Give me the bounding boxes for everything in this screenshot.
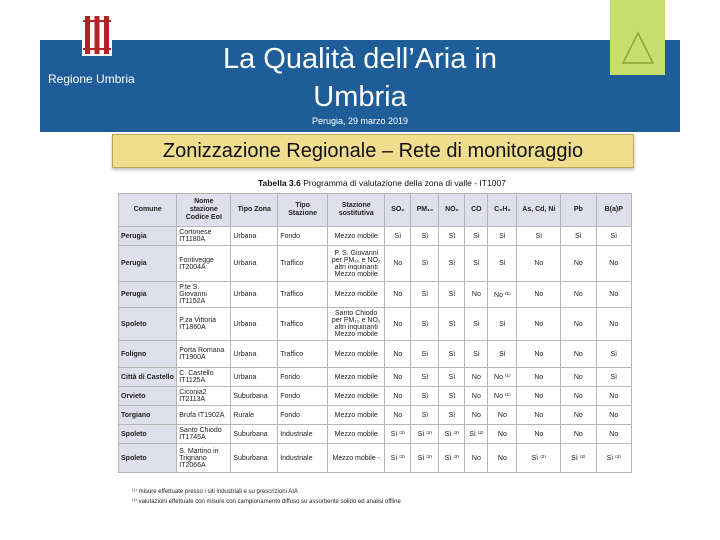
table-cell: Sì bbox=[411, 227, 439, 246]
table-cell: No bbox=[385, 308, 411, 341]
table-cell: No ⁽¹⁾ bbox=[488, 387, 517, 406]
table-row bbox=[119, 406, 632, 425]
table-cell: Sì bbox=[411, 246, 439, 282]
column-header: Nome stazione Codice EoI bbox=[177, 194, 231, 227]
table-row bbox=[119, 387, 632, 406]
table-cell: Urbana bbox=[231, 368, 278, 387]
table-cell: Sì bbox=[488, 308, 517, 341]
table-cell: Torgiano bbox=[119, 406, 177, 425]
table-cell: P. S. Giovanni per PM₁₀ e NO₂ altri inquinanti Mezzo mobile bbox=[328, 246, 385, 282]
table-cell: Sì ⁽²⁾ bbox=[439, 444, 465, 473]
table-cell: Sì bbox=[439, 282, 465, 308]
table-cell: Sì bbox=[488, 227, 517, 246]
section-subtitle: Zonizzazione Regionale – Rete di monitoraggio bbox=[112, 134, 634, 168]
table-cell: Sì bbox=[561, 227, 596, 246]
table-cell: No bbox=[596, 425, 631, 444]
table-cell: Mezzo mobile bbox=[328, 425, 385, 444]
table-cell: Traffico bbox=[278, 282, 328, 308]
table-row bbox=[119, 341, 632, 368]
table-cell: Sì ⁽²⁾ bbox=[465, 425, 488, 444]
table-cell: Mezzo mobile bbox=[328, 387, 385, 406]
table-cell: Santo Chiodo per PM₁₀ e NO₂ altri inquinanti Mezzo mobile bbox=[328, 308, 385, 341]
table-cell: No bbox=[596, 282, 631, 308]
table-cell: Spoleto bbox=[119, 308, 177, 341]
table-cell: No bbox=[465, 444, 488, 473]
table-cell: Suburbana bbox=[231, 444, 278, 473]
table-cell: No bbox=[596, 246, 631, 282]
slide-title: La Qualità dell’Aria in Umbria bbox=[222, 43, 498, 113]
table-cell: Sì bbox=[411, 368, 439, 387]
table-cell: Foligno bbox=[119, 341, 177, 368]
table-cell: Sì bbox=[411, 308, 439, 341]
table-cell: No bbox=[385, 246, 411, 282]
table-cell: Urbana bbox=[231, 341, 278, 368]
column-header: CO bbox=[465, 194, 488, 227]
table-cell: Urbana bbox=[231, 227, 278, 246]
column-header: SO₂ bbox=[385, 194, 411, 227]
table-cell: Suburbana bbox=[231, 387, 278, 406]
table-cell: Sì bbox=[596, 368, 631, 387]
table-cell: Sì bbox=[517, 227, 561, 246]
table-cell: Sì bbox=[488, 246, 517, 282]
table-cell: Sì bbox=[465, 341, 488, 368]
table-caption-number: Tabella 3.6 bbox=[258, 178, 301, 188]
table-cell: Perugia bbox=[119, 282, 177, 308]
table-cell: Sì bbox=[439, 227, 465, 246]
table-cell: No bbox=[517, 246, 561, 282]
table-cell: Sì bbox=[411, 282, 439, 308]
table-row bbox=[119, 246, 632, 282]
table-cell: Mezzo mobile bbox=[328, 368, 385, 387]
table-cell: No bbox=[465, 282, 488, 308]
table-cell: Industriale bbox=[278, 444, 328, 473]
footnote-1: ⁽¹⁾ misure effettuate presso i siti industriali e su prescrizioni AIA bbox=[132, 489, 298, 495]
table-cell: Spoleto bbox=[119, 444, 177, 473]
table-cell: No bbox=[561, 246, 596, 282]
table-cell: Sì bbox=[596, 227, 631, 246]
table-cell: P.te S. Giovanni IT1152A bbox=[177, 282, 231, 308]
table-cell: No bbox=[561, 387, 596, 406]
table-row bbox=[119, 308, 632, 341]
table-cell: Sì ⁽²⁾ bbox=[596, 444, 631, 473]
table-cell: Sì bbox=[465, 246, 488, 282]
table-cell: Mezzo mobile - bbox=[328, 444, 385, 473]
table-caption-text: Programma di valutazione della zona di valle - IT1007 bbox=[300, 178, 506, 188]
table-cell: Sì bbox=[439, 406, 465, 425]
table-row bbox=[119, 444, 632, 473]
table-cell: Sì bbox=[411, 406, 439, 425]
table-cell: No bbox=[561, 406, 596, 425]
table-cell: No bbox=[385, 341, 411, 368]
table-cell: P.za Vittoria IT1860A bbox=[177, 308, 231, 341]
table-cell: Mezzo mobile bbox=[328, 282, 385, 308]
table-cell: Fontivegge IT2004A bbox=[177, 246, 231, 282]
table-cell: Traffico bbox=[278, 341, 328, 368]
table-cell: Urbana bbox=[231, 246, 278, 282]
table-cell: No bbox=[517, 368, 561, 387]
table-cell: No ⁽¹⁾ bbox=[488, 282, 517, 308]
table-cell: No bbox=[561, 368, 596, 387]
table-caption bbox=[258, 178, 506, 188]
table-cell: Cortonese IT1180A bbox=[177, 227, 231, 246]
table-row bbox=[119, 425, 632, 444]
table-row bbox=[119, 227, 632, 246]
region-label: Regione Umbria bbox=[48, 72, 135, 86]
table-header-row bbox=[119, 194, 632, 227]
column-header: PM₁₀ bbox=[411, 194, 439, 227]
table-cell: Sì bbox=[439, 368, 465, 387]
table-cell: No bbox=[561, 341, 596, 368]
column-header: Stazione sostitutiva bbox=[328, 194, 385, 227]
table-cell: Sì ⁽²⁾ bbox=[517, 444, 561, 473]
table-cell: Rurale bbox=[231, 406, 278, 425]
table-cell: No bbox=[385, 387, 411, 406]
table-cell: Sì bbox=[411, 341, 439, 368]
table-cell: No bbox=[488, 425, 517, 444]
table-cell: No bbox=[385, 282, 411, 308]
table-cell: Sì ⁽²⁾ bbox=[439, 425, 465, 444]
table-cell: Mezzo mobile bbox=[328, 406, 385, 425]
table-cell: No bbox=[465, 368, 488, 387]
table-cell: No bbox=[517, 282, 561, 308]
column-header: B(a)P bbox=[596, 194, 631, 227]
table-cell: No bbox=[596, 387, 631, 406]
table-cell: No bbox=[488, 444, 517, 473]
table-cell: Sì bbox=[439, 387, 465, 406]
table-cell: No bbox=[385, 368, 411, 387]
table-cell: No bbox=[561, 282, 596, 308]
table-cell: No bbox=[517, 387, 561, 406]
footnote-2: ⁽²⁾ valutazioni effettuate con misure con campionamento diffuso su assorbente solido ed analisi offline bbox=[132, 499, 401, 505]
table-cell: No bbox=[561, 308, 596, 341]
table-cell: Sì bbox=[596, 341, 631, 368]
table-cell: Ciconia2 IT2113A bbox=[177, 387, 231, 406]
table-cell: Fondo bbox=[278, 368, 328, 387]
table-cell: S. Martino in Trignano IT2066A bbox=[177, 444, 231, 473]
table-cell: Sì ⁽²⁾ bbox=[385, 425, 411, 444]
table-cell: Urbana bbox=[231, 282, 278, 308]
table-cell: Sì bbox=[465, 227, 488, 246]
table-row bbox=[119, 282, 632, 308]
table-cell: No bbox=[385, 406, 411, 425]
column-header: Tipo Zona bbox=[231, 194, 278, 227]
table-cell: No bbox=[517, 425, 561, 444]
table-cell: Sì bbox=[439, 308, 465, 341]
table-cell: Sì ⁽²⁾ bbox=[385, 444, 411, 473]
table-cell: Mezzo mobile bbox=[328, 341, 385, 368]
table-cell: No bbox=[465, 387, 488, 406]
column-header: Comune bbox=[119, 194, 177, 227]
table-cell: Fondo bbox=[278, 227, 328, 246]
monitoring-table bbox=[118, 193, 632, 473]
table-cell: Spoleto bbox=[119, 425, 177, 444]
table-cell: Fondo bbox=[278, 406, 328, 425]
table-cell: Città di Castello bbox=[119, 368, 177, 387]
table-cell: Sì ⁽²⁾ bbox=[411, 425, 439, 444]
footnotes bbox=[132, 487, 401, 507]
table-cell: Perugia bbox=[119, 227, 177, 246]
column-header: As, Cd, Ni bbox=[517, 194, 561, 227]
triangle-icon bbox=[620, 30, 656, 66]
column-header: Tipo Stazione bbox=[278, 194, 328, 227]
column-header: NO₂ bbox=[439, 194, 465, 227]
table-cell: No bbox=[561, 425, 596, 444]
table-cell: Brufa IT1902A bbox=[177, 406, 231, 425]
table-cell: No bbox=[517, 308, 561, 341]
table-cell: Perugia bbox=[119, 246, 177, 282]
table-cell: No bbox=[596, 308, 631, 341]
table-cell: Urbana bbox=[231, 308, 278, 341]
table-cell: Traffico bbox=[278, 308, 328, 341]
table-cell: Sì bbox=[411, 387, 439, 406]
table-cell: No bbox=[488, 406, 517, 425]
table-cell: Orvieto bbox=[119, 387, 177, 406]
table-cell: Sì bbox=[439, 341, 465, 368]
table-cell: Sì bbox=[439, 246, 465, 282]
table-cell: Sì bbox=[385, 227, 411, 246]
table-cell: Sì ⁽²⁾ bbox=[411, 444, 439, 473]
table-cell: Mezzo mobile bbox=[328, 227, 385, 246]
column-header: Pb bbox=[561, 194, 596, 227]
table-cell: Sì bbox=[488, 341, 517, 368]
table-cell: No bbox=[517, 341, 561, 368]
table-cell: Traffico bbox=[278, 246, 328, 282]
slide-date: Perugia, 29 marzo 2019 bbox=[311, 116, 409, 126]
table-cell: No bbox=[596, 406, 631, 425]
table-cell: Santo Chiodo IT1745A bbox=[177, 425, 231, 444]
table-cell: No bbox=[517, 406, 561, 425]
table-cell: C. Castello IT1125A bbox=[177, 368, 231, 387]
table-cell: No bbox=[465, 406, 488, 425]
table-row bbox=[119, 368, 632, 387]
table-cell: Sì ⁽²⁾ bbox=[561, 444, 596, 473]
column-header: C₆H₆ bbox=[488, 194, 517, 227]
table-cell: Industriale bbox=[278, 425, 328, 444]
region-logo-icon bbox=[82, 14, 112, 56]
table-cell: No ⁽¹⁾ bbox=[488, 368, 517, 387]
table-cell: Porta Romana IT1900A bbox=[177, 341, 231, 368]
table-cell: Sì bbox=[465, 308, 488, 341]
table-cell: Suburbana bbox=[231, 425, 278, 444]
table-cell: Fondo bbox=[278, 387, 328, 406]
